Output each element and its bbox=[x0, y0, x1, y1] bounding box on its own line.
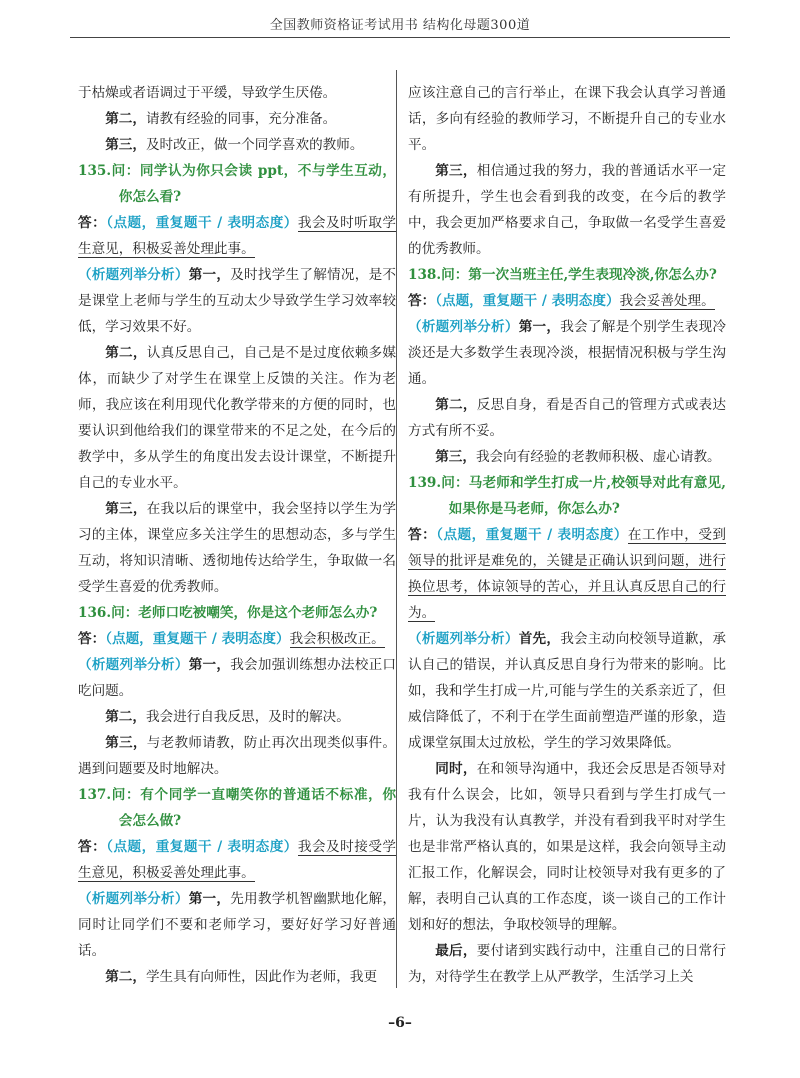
point-lead: 第三， bbox=[105, 735, 147, 751]
tag-analysis: （析题列举分析） bbox=[78, 891, 189, 907]
analysis-136 bbox=[78, 652, 396, 704]
point-lead: 首先， bbox=[518, 631, 561, 647]
answer-label: 答： bbox=[408, 527, 437, 543]
tag-analysis: （析题列举分析） bbox=[78, 267, 189, 283]
question-139: 139.问：马老师和学生打成一片,校领导对此有意见,如果你是马老师，你怎么办? bbox=[408, 475, 726, 517]
analysis-135 bbox=[78, 262, 396, 340]
answer-139 bbox=[408, 522, 726, 626]
point-lead: 同时， bbox=[435, 761, 477, 777]
point-lead: 第一， bbox=[188, 657, 231, 673]
right-column bbox=[408, 80, 726, 990]
point-lead: 最后， bbox=[435, 943, 477, 959]
paragraph bbox=[78, 132, 396, 158]
paragraph bbox=[78, 340, 396, 496]
tag-topic: （点题，重复题干 / 表明态度） bbox=[436, 527, 628, 543]
answer-136 bbox=[78, 626, 396, 652]
paragraph bbox=[78, 964, 396, 990]
point-text: 我会加强训练想办法校正口吃问题。 bbox=[78, 657, 397, 699]
answer-label: 答： bbox=[408, 293, 436, 309]
paragraph bbox=[408, 392, 726, 444]
tag-analysis: （析题列举分析） bbox=[408, 631, 519, 647]
paragraph bbox=[78, 106, 396, 132]
point-lead: 第三， bbox=[435, 163, 477, 179]
answer-statement: 我会积极改正。 bbox=[289, 631, 385, 647]
point-text: 相信通过我的努力，我的普通话水平一定有所提升，学生也会看到我的改变，在今后的教学中，我会更加严格要求自己，争取做一名受学生喜爱的优秀教师。 bbox=[408, 163, 727, 257]
tag-analysis: （析题列举分析） bbox=[78, 657, 189, 673]
answer-statement: 在工作中，受到领导的批评是难免的，关键是正确认识到问题，进行换位思考，体谅领导的苦心，并且认真反思自己的行为。 bbox=[408, 527, 726, 621]
running-header: 全国教师资格证考试用书 结构化母题300道 bbox=[269, 18, 531, 33]
paragraph bbox=[408, 756, 726, 938]
point-text: 我会进行自我反思，及时的解决。 bbox=[145, 709, 350, 725]
column-divider bbox=[396, 70, 397, 988]
answer-statement: 我会及时接受学生意见，积极妥善处理此事。 bbox=[78, 839, 396, 881]
point-lead: 第一， bbox=[188, 891, 231, 907]
point-text: 学生具有向师性，因此作为老师，我更 bbox=[145, 969, 378, 985]
paragraph bbox=[78, 704, 396, 730]
point-text: 与老教师请教，防止再次出现类似事件。遇到问题要及时地解决。 bbox=[78, 735, 397, 777]
left-column bbox=[78, 80, 396, 990]
answer-statement: 我会妥善处理。 bbox=[619, 293, 715, 309]
point-lead: 第一， bbox=[188, 267, 231, 283]
analysis-138 bbox=[408, 314, 726, 392]
point-text: 请教有经验的同事，充分准备。 bbox=[145, 111, 337, 127]
answer-137 bbox=[78, 834, 396, 886]
answer-138 bbox=[408, 288, 726, 314]
question-137: 137.问：有个同学一直嘲笑你的普通话不标准，你会怎么做? bbox=[78, 787, 396, 829]
paragraph bbox=[408, 444, 726, 470]
question-135: 135.问：同学认为你只会读 ppt，不与学生互动，你怎么看? bbox=[78, 163, 396, 205]
point-text: 反思自身，看是否自己的管理方式或表达方式有所不妥。 bbox=[408, 397, 727, 439]
point-lead: 第三， bbox=[105, 501, 147, 517]
paragraph: 应该注意自己的言行举止，在课下我会认真学习普通话，多向有经验的教师学习，不断提升自己的专业水平。 bbox=[408, 85, 726, 153]
point-lead: 第二， bbox=[105, 111, 146, 127]
answer-135 bbox=[78, 210, 396, 262]
question-136: 136.问：老师口吃被嘲笑，你是这个老师怎么办? bbox=[78, 605, 378, 621]
point-text: 要付诸到实践行动中，注重自己的日常行为，对待学生在教学上从严教学，生活学习上关 bbox=[408, 943, 727, 985]
point-text: 我会了解是个别学生表现冷淡还是大多数学生表现冷淡，根据情况积极与学生沟通。 bbox=[408, 319, 727, 387]
tag-topic: （点题，重复题干 / 表明态度） bbox=[106, 215, 298, 231]
analysis-137 bbox=[78, 886, 396, 964]
point-lead: 第三， bbox=[105, 137, 146, 153]
point-lead: 第二， bbox=[105, 969, 146, 985]
paragraph: 于枯燥或者语调过于平缓，导致学生厌倦。 bbox=[78, 85, 337, 101]
page-number: –6– bbox=[388, 1015, 412, 1031]
point-lead: 第一， bbox=[518, 319, 561, 335]
point-lead: 第二， bbox=[105, 345, 147, 361]
point-text: 在我以后的课堂中，我会坚持以学生为学习的主体，课堂应多关注学生的思想动态，多与学生互动，将知识清晰、透彻地传达给学生，争取做一名受学生喜爱的优秀教师。 bbox=[78, 501, 397, 595]
point-lead: 第三， bbox=[435, 449, 476, 465]
paragraph bbox=[408, 938, 726, 990]
tag-analysis: （析题列举分析） bbox=[408, 319, 519, 335]
point-text: 及时找学生了解情况，是不是课堂上老师与学生的互动太少导致学生学习效率较低，学习效果不好。 bbox=[78, 267, 397, 335]
point-text: 我会向有经验的老教师积极、虚心请教。 bbox=[475, 449, 721, 465]
point-text: 认真反思自己，自己是不是过度依赖多媒体，而缺少了对学生在课堂上反馈的关注。作为老师，我应该在利用现代化教学带来的方便的同时，也要认识到他给我们的课堂带来的不足之处，在今后的教学中，多从学生的角度出发去设计课堂，不断提升自己的专业水平。 bbox=[78, 345, 397, 491]
point-text: 先用教学机智幽默地化解，同时让同学们不要和老师学习，要好好学习好普通话。 bbox=[78, 891, 397, 959]
tag-topic: （点题，重复题干 / 表明态度） bbox=[435, 293, 620, 309]
question-138: 138.问：第一次当班主任,学生表现冷淡,你怎么办? bbox=[408, 267, 717, 283]
paragraph bbox=[78, 496, 396, 600]
tag-topic: （点题，重复题干 / 表明态度） bbox=[105, 631, 290, 647]
answer-label: 答： bbox=[78, 631, 106, 647]
answer-label: 答： bbox=[78, 215, 107, 231]
paragraph bbox=[78, 730, 396, 782]
point-text: 我会主动向校领导道歉，承认自己的错误，并认真反思自身行为带来的影响。比如，我和学生打成一片,可能与学生的关系亲近了，但威信降低了，不利于在学生面前塑造严谨的形象，造成课堂氛围太过放松，学生的学习效果降低。 bbox=[408, 631, 727, 751]
point-text: 及时改正，做一个同学喜欢的教师。 bbox=[145, 137, 364, 153]
tag-topic: （点题，重复题干 / 表明态度） bbox=[106, 839, 298, 855]
point-lead: 第二， bbox=[435, 397, 477, 413]
point-lead: 第二， bbox=[105, 709, 146, 725]
paragraph bbox=[408, 158, 726, 262]
point-text: 在和领导沟通中，我还会反思是否领导对我有什么误会，比如，领导只看到与学生打成气一片，认为我没有认真教学，并没有看到我平时对学生也是非常严格认真的，如果是这样，我会向领导主动汇报工作，化解误会，同时让校领导对我有更多的了解，表明自己认真的工作态度，谈一谈自己的工作计划和好的想法，争取校领导的理解。 bbox=[408, 761, 727, 933]
analysis-139 bbox=[408, 626, 726, 756]
answer-label: 答： bbox=[78, 839, 107, 855]
header-rule bbox=[70, 37, 730, 38]
answer-statement: 我会及时听取学生意见，积极妥善处理此事。 bbox=[78, 215, 396, 257]
